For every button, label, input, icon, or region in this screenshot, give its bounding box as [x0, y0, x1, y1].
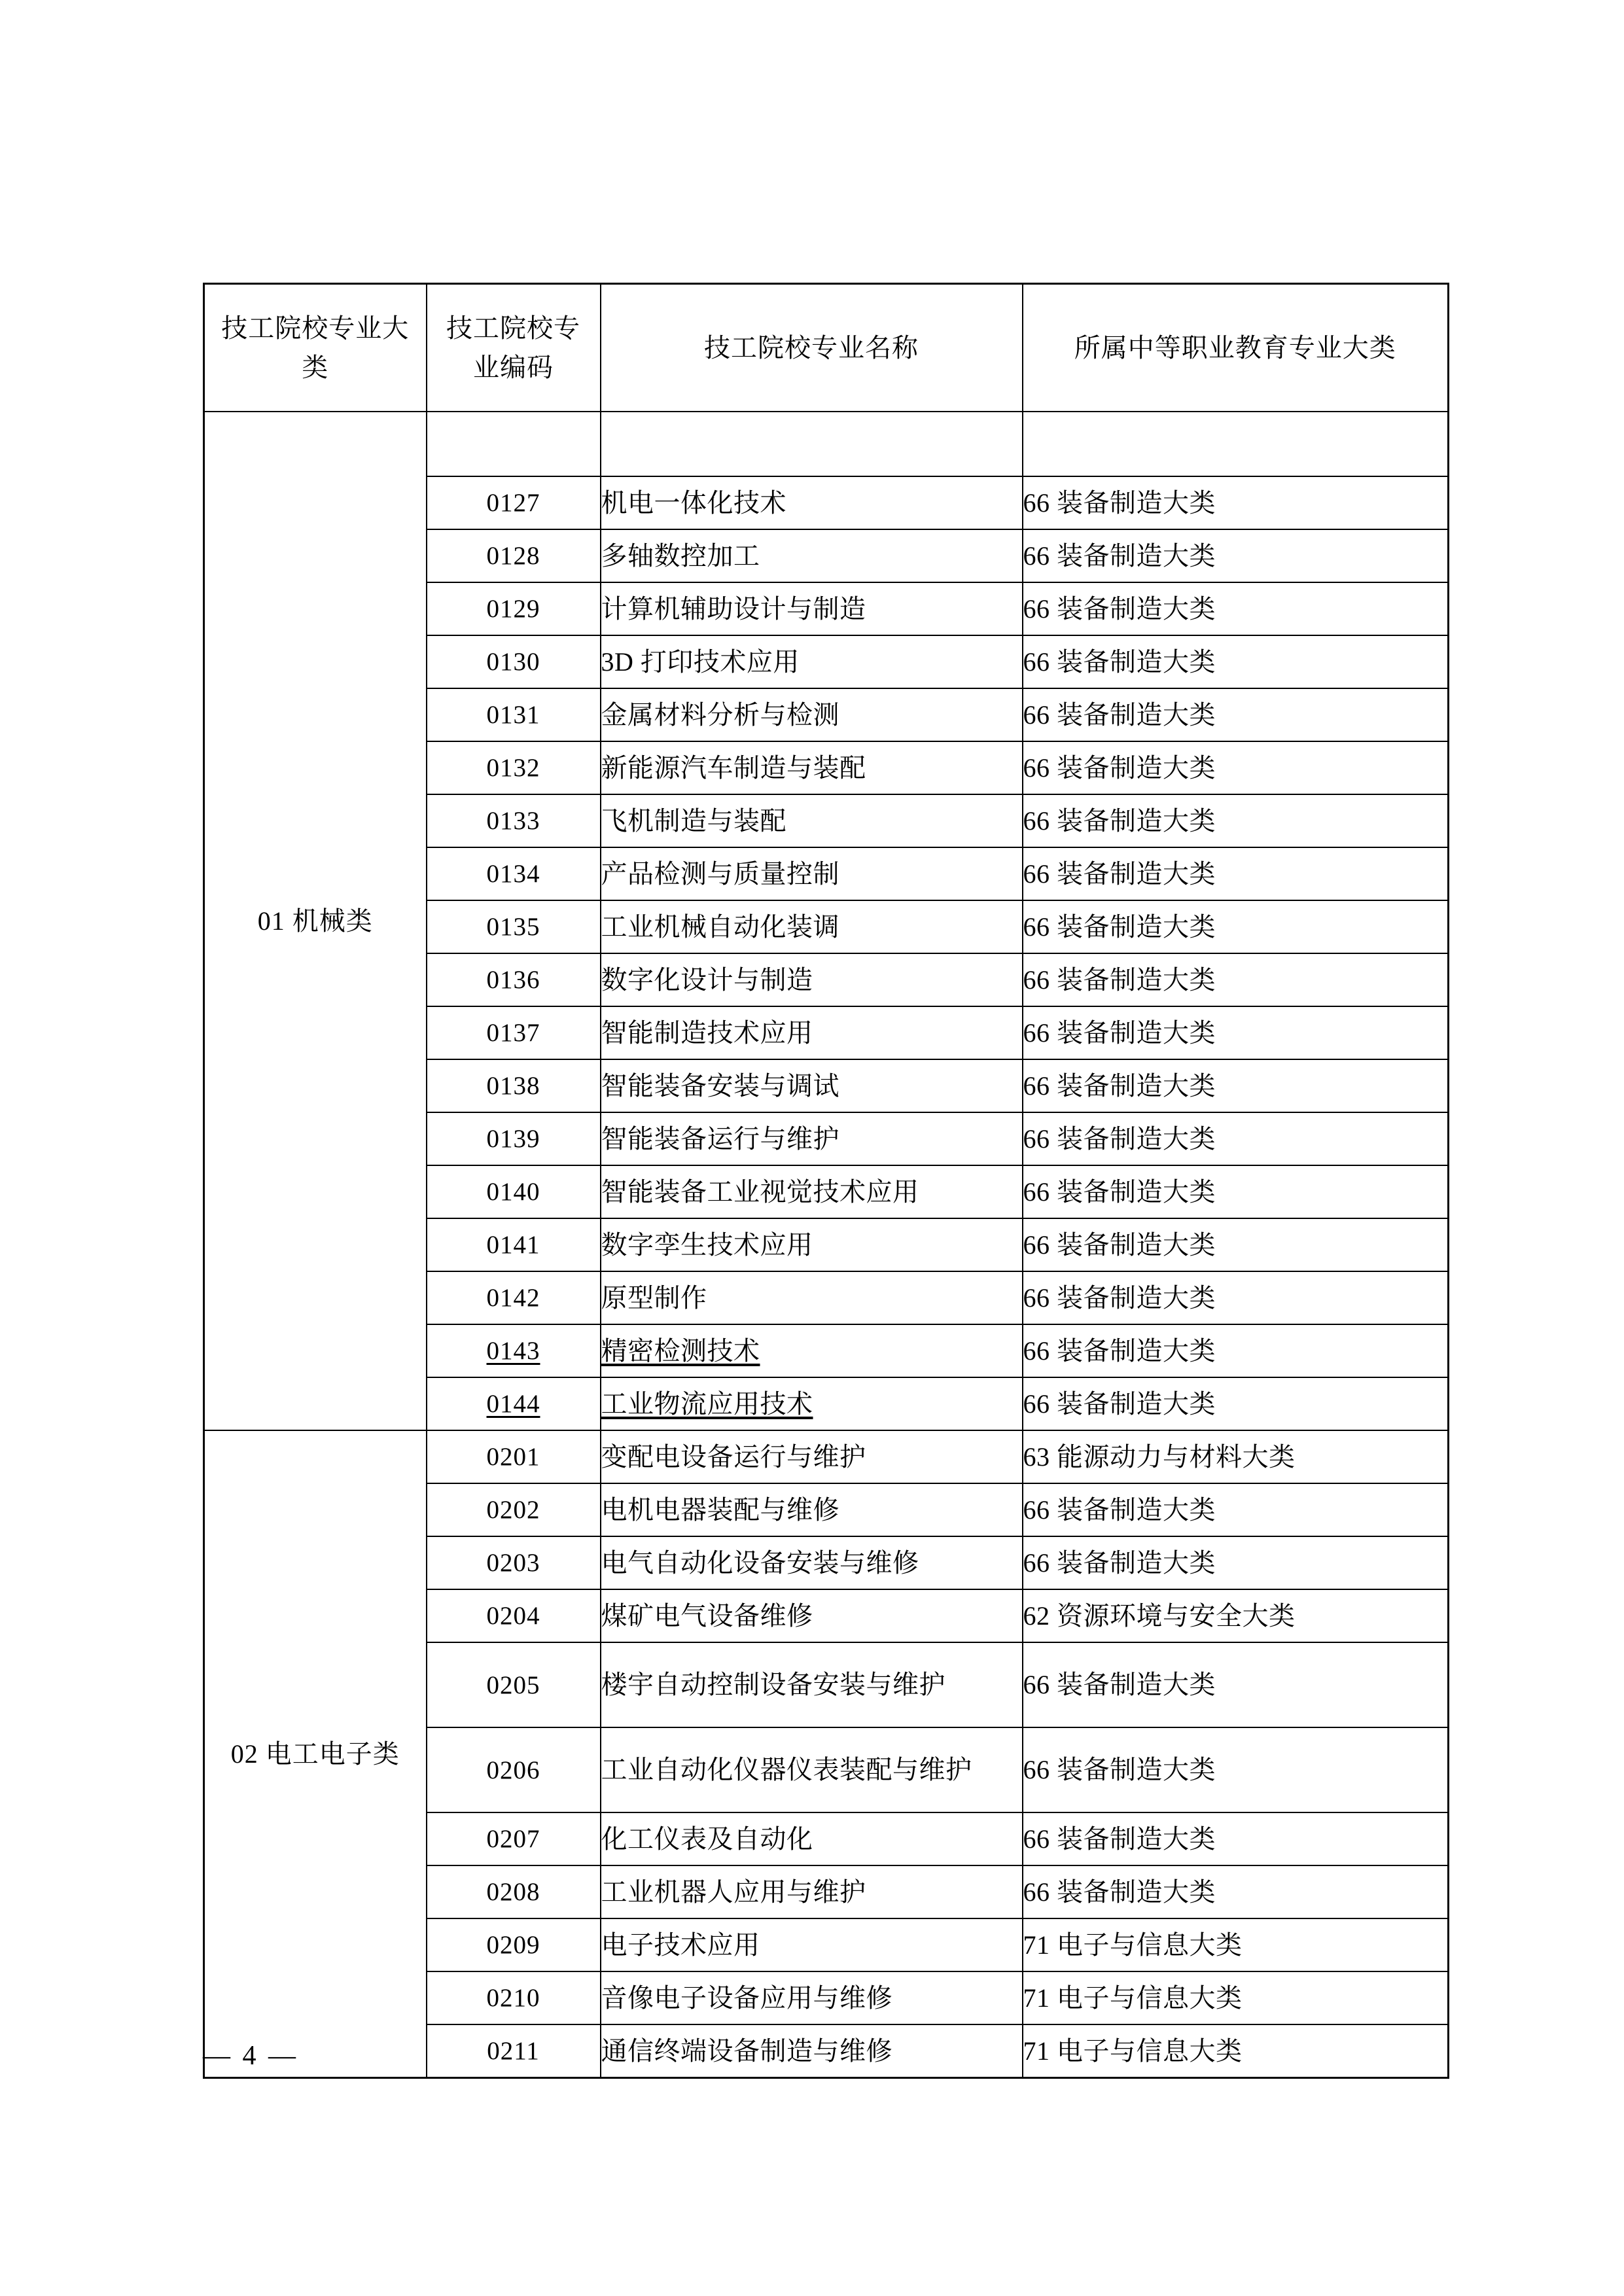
major-name-cell: 化工仪表及自动化 [601, 1812, 1023, 1865]
major-name-cell: 变配电设备运行与维护 [601, 1430, 1023, 1483]
column-header-major-code [427, 284, 601, 412]
vocational-category-cell: 66 装备制造大类 [1023, 1271, 1449, 1324]
vocational-category-cell: 71 电子与信息大类 [1023, 1971, 1449, 2024]
major-name-cell: 飞机制造与装配 [601, 794, 1023, 847]
major-name-cell: 工业机器人应用与维护 [601, 1865, 1023, 1918]
major-name-cell: 楼宇自动控制设备安装与维护 [601, 1642, 1023, 1727]
major-name-cell [601, 412, 1023, 476]
major-name-cell: 电气自动化设备安装与维修 [601, 1536, 1023, 1589]
major-code-cell: 0209 [427, 1918, 601, 1971]
column-header-vocational-category-label: 所属中等职业教育专业大类 [1074, 332, 1396, 362]
vocational-category-cell: 66 装备制造大类 [1023, 1218, 1449, 1271]
vocational-category-cell: 66 装备制造大类 [1023, 582, 1449, 635]
major-code-cell: 0206 [427, 1727, 601, 1812]
major-code-cell: 0132 [427, 741, 601, 794]
vocational-category-cell: 66 装备制造大类 [1023, 1324, 1449, 1377]
vocational-category-cell: 66 装备制造大类 [1023, 1377, 1449, 1430]
vocational-category-cell: 66 装备制造大类 [1023, 635, 1449, 688]
major-name-cell: 音像电子设备应用与维修 [601, 1971, 1023, 2024]
major-code-cell: 0210 [427, 1971, 601, 2024]
major-name-cell: 金属材料分析与检测 [601, 688, 1023, 741]
major-category-cell: 02 电工电子类 [204, 1430, 427, 2078]
major-code-cell: 0137 [427, 1006, 601, 1059]
major-code-cell: 0134 [427, 847, 601, 900]
vocational-category-cell: 62 资源环境与安全大类 [1023, 1589, 1449, 1642]
major-code-cell: 0211 [427, 2024, 601, 2078]
vocational-category-cell: 66 装备制造大类 [1023, 794, 1449, 847]
major-name-cell: 多轴数控加工 [601, 529, 1023, 582]
major-name-cell [601, 1377, 1023, 1430]
major-code-cell: 0142 [427, 1271, 601, 1324]
major-name-cell: 工业机械自动化装调 [601, 900, 1023, 953]
major-name-cell [601, 1324, 1023, 1377]
major-name-cell: 煤矿电气设备维修 [601, 1589, 1023, 1642]
vocational-category-cell: 71 电子与信息大类 [1023, 1918, 1449, 1971]
column-header-major-category [204, 284, 427, 412]
column-header-major-name [601, 284, 1023, 412]
major-code-cell: 0141 [427, 1218, 601, 1271]
major-code-cell: 0140 [427, 1165, 601, 1218]
major-code-cell: 0130 [427, 635, 601, 688]
table-row [204, 1430, 1449, 1483]
major-code-cell: 0207 [427, 1812, 601, 1865]
major-code-cell: 0131 [427, 688, 601, 741]
spec-table-container [203, 283, 1447, 2079]
vocational-category-cell: 71 电子与信息大类 [1023, 2024, 1449, 2078]
vocational-category-cell: 66 装备制造大类 [1023, 1865, 1449, 1918]
vocational-category-cell: 66 装备制造大类 [1023, 847, 1449, 900]
major-code-cell: 0139 [427, 1112, 601, 1165]
vocational-category-cell: 66 装备制造大类 [1023, 953, 1449, 1006]
vocational-category-cell: 66 装备制造大类 [1023, 1536, 1449, 1589]
technical-school-majors-table [203, 283, 1449, 2079]
major-code-cell [427, 1377, 601, 1430]
vocational-category-cell: 66 装备制造大类 [1023, 1165, 1449, 1218]
table-header-row [204, 284, 1449, 412]
major-code-cell: 0127 [427, 476, 601, 529]
vocational-category-cell: 66 装备制造大类 [1023, 1483, 1449, 1536]
major-code-cell: 0128 [427, 529, 601, 582]
major-name-cell: 数字化设计与制造 [601, 953, 1023, 1006]
vocational-category-cell: 66 装备制造大类 [1023, 1642, 1449, 1727]
major-name-cell: 智能装备工业视觉技术应用 [601, 1165, 1023, 1218]
major-name-cell: 智能装备运行与维护 [601, 1112, 1023, 1165]
major-code-cell: 0203 [427, 1536, 601, 1589]
major-code-cell [427, 412, 601, 476]
major-name-cell: 原型制作 [601, 1271, 1023, 1324]
major-code-cell: 0136 [427, 953, 601, 1006]
vocational-category-cell: 66 装备制造大类 [1023, 688, 1449, 741]
major-name-cell: 电子技术应用 [601, 1918, 1023, 1971]
vocational-category-cell: 66 装备制造大类 [1023, 1006, 1449, 1059]
major-code-text: 0143 [486, 1337, 540, 1365]
major-name-cell: 数字孪生技术应用 [601, 1218, 1023, 1271]
vocational-category-cell: 66 装备制造大类 [1023, 1059, 1449, 1112]
major-name-text: 精密检测技术 [601, 1335, 760, 1366]
vocational-category-cell [1023, 412, 1449, 476]
vocational-category-cell: 66 装备制造大类 [1023, 1812, 1449, 1865]
major-name-text: 工业物流应用技术 [601, 1388, 813, 1419]
major-code-cell: 0135 [427, 900, 601, 953]
vocational-category-cell: 63 能源动力与材料大类 [1023, 1430, 1449, 1483]
major-code-cell: 0208 [427, 1865, 601, 1918]
vocational-category-cell: 66 装备制造大类 [1023, 1727, 1449, 1812]
major-code-cell: 0205 [427, 1642, 601, 1727]
column-header-major-code-label: 技工院校专业编码 [446, 313, 580, 382]
major-name-cell: 产品检测与质量控制 [601, 847, 1023, 900]
vocational-category-cell: 66 装备制造大类 [1023, 741, 1449, 794]
major-code-cell: 0201 [427, 1430, 601, 1483]
table-body [204, 412, 1449, 2078]
major-name-cell: 工业自动化仪器仪表装配与维护 [601, 1727, 1023, 1812]
major-name-cell: 3D 打印技术应用 [601, 635, 1023, 688]
major-name-cell: 电机电器装配与维修 [601, 1483, 1023, 1536]
vocational-category-cell: 66 装备制造大类 [1023, 1112, 1449, 1165]
major-name-cell: 计算机辅助设计与制造 [601, 582, 1023, 635]
major-name-cell: 新能源汽车制造与装配 [601, 741, 1023, 794]
major-code-cell [427, 1324, 601, 1377]
column-header-major-category-label: 技工院校专业大类 [221, 313, 410, 382]
major-code-cell: 0138 [427, 1059, 601, 1112]
major-code-cell: 0202 [427, 1483, 601, 1536]
major-name-cell: 通信终端设备制造与维修 [601, 2024, 1023, 2078]
major-category-cell: 01 机械类 [204, 412, 427, 1430]
major-code-text: 0144 [486, 1390, 540, 1418]
page-number: — 4 — [203, 2041, 298, 2071]
vocational-category-cell: 66 装备制造大类 [1023, 476, 1449, 529]
major-name-cell: 智能制造技术应用 [601, 1006, 1023, 1059]
table-row [204, 412, 1449, 476]
major-name-cell: 智能装备安装与调试 [601, 1059, 1023, 1112]
major-code-cell: 0204 [427, 1589, 601, 1642]
vocational-category-cell: 66 装备制造大类 [1023, 529, 1449, 582]
column-header-vocational-category [1023, 284, 1449, 412]
major-code-cell: 0133 [427, 794, 601, 847]
major-name-cell: 机电一体化技术 [601, 476, 1023, 529]
table-header [204, 284, 1449, 412]
column-header-major-name-label: 技工院校专业名称 [704, 332, 919, 362]
vocational-category-cell: 66 装备制造大类 [1023, 900, 1449, 953]
major-code-cell: 0129 [427, 582, 601, 635]
